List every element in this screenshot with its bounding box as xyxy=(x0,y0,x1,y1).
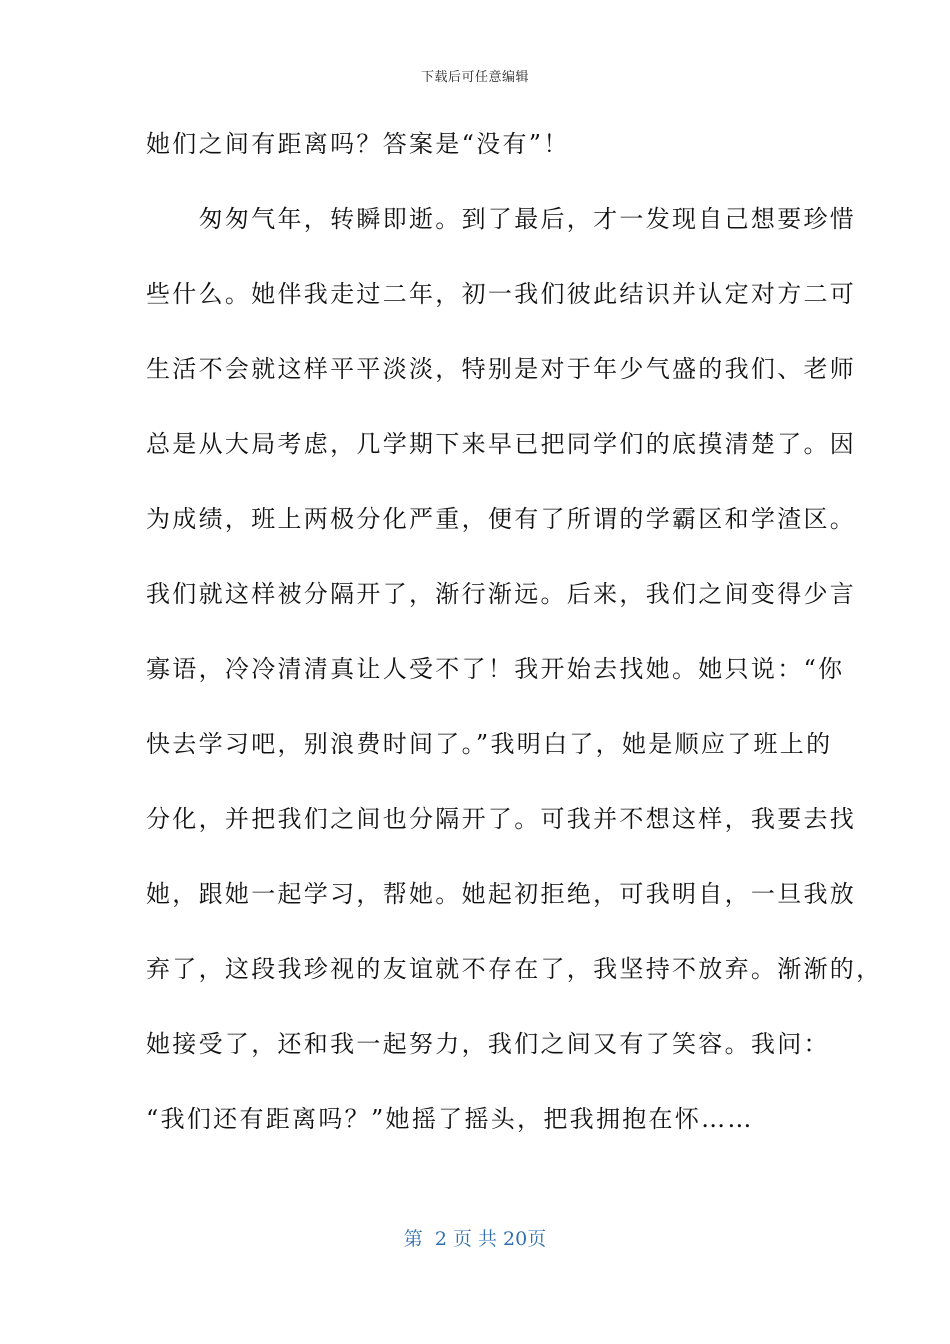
paragraph-line: “我们还有距离吗？”她摇了摇头，把我拥抱在怀…… xyxy=(146,1105,754,1133)
paragraph-line: 匆匆气年，转瞬即逝。到了最后，才一发现自己想要珍惜 xyxy=(146,205,857,233)
paragraph-line: 快去学习吧，别浪费时间了。”我明白了，她是顺应了班上的 xyxy=(146,730,833,758)
paragraph-line: 些什么。她伴我走过二年，初一我们彼此结识并认定对方二可 xyxy=(146,280,857,308)
paragraph-line: 为成绩，班上两极分化严重，便有了所谓的学霸区和学渣区。 xyxy=(146,505,857,533)
paragraph-line: 寡语，冷冷清清真让人受不了！我开始去找她。她只说：“你 xyxy=(146,655,845,683)
paragraph-line: 她们之间有距离吗？答案是“没有”！ xyxy=(146,130,570,158)
document-body xyxy=(146,119,883,1169)
page-number: 第 2 页 共 20页 xyxy=(403,1228,547,1250)
header-note: 下载后可任意编辑 xyxy=(420,70,529,85)
page-footer xyxy=(0,1224,950,1251)
paragraph-line: 弃了，这段我珍视的友谊就不存在了，我坚持不放弃。渐渐的， xyxy=(146,955,883,983)
paragraph-line: 生活不会就这样平平淡淡，特别是对于年少气盛的我们、老师 xyxy=(146,355,857,383)
paragraph-line: 总是从大局考虑，几学期下来早已把同学们的底摸清楚了。因 xyxy=(146,430,857,458)
paragraph-line: 分化，并把我们之间也分隔开了。可我并不想这样，我要去找 xyxy=(146,805,857,833)
paragraph-line: 她接受了，还和我一起努力，我们之间又有了笑容。我问： xyxy=(146,1030,830,1058)
paragraph-line: 我们就这样被分隔开了，渐行渐远。后来，我们之间变得少言 xyxy=(146,580,857,608)
paragraph-line: 她，跟她一起学习，帮她。她起初拒绝，可我明自，一旦我放 xyxy=(146,880,857,908)
